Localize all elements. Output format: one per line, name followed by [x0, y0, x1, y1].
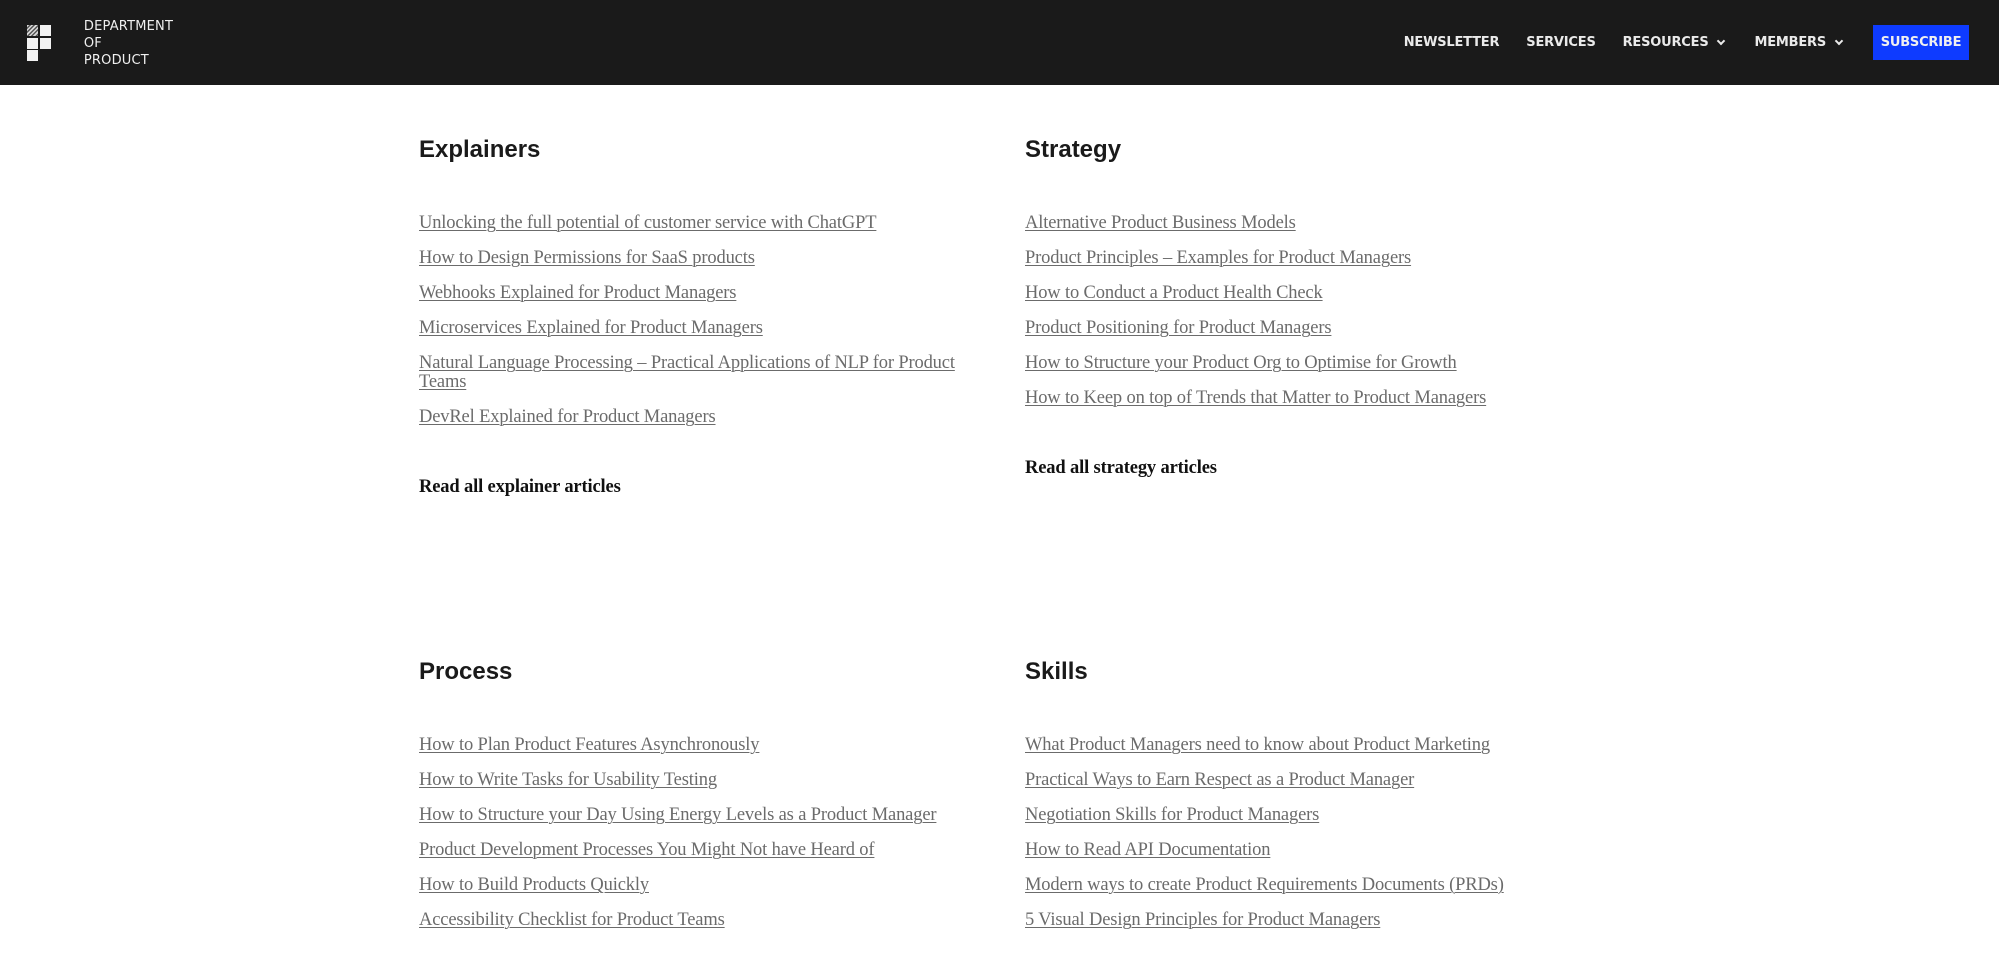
article-list: [1025, 214, 1605, 408]
article-link[interactable]: Product Development Processes You Might Not have Heard of: [419, 840, 875, 860]
section-process: [419, 658, 999, 946]
list-item: [1025, 284, 1605, 303]
article-link[interactable]: Product Principles – Examples for Product Managers: [1025, 248, 1412, 268]
nav-members-label: MEMBERS: [1754, 35, 1826, 50]
article-link[interactable]: Alternative Product Business Models: [1025, 213, 1296, 233]
article-link[interactable]: How to Plan Product Features Asynchronously: [419, 735, 760, 755]
logo-line-1: DEPARTMENT OF: [83, 18, 174, 51]
section-title: Strategy: [1025, 136, 1122, 163]
list-item: [1025, 806, 1605, 825]
main-nav: [1404, 0, 1999, 85]
nav-newsletter[interactable]: [1404, 35, 1500, 50]
section-title: Explainers: [419, 136, 541, 163]
article-link[interactable]: Negotiation Skills for Product Managers: [1025, 805, 1320, 825]
list-item: [419, 806, 999, 825]
section-explainers: [419, 136, 999, 498]
site-header: [0, 0, 1999, 85]
list-item: [419, 249, 999, 268]
article-link[interactable]: How to Structure your Product Org to Optimise for Growth: [1025, 353, 1457, 373]
article-link[interactable]: 5 Visual Design Principles for Product Managers: [1025, 910, 1381, 930]
logo-text: [84, 18, 187, 69]
list-item: [1025, 389, 1605, 408]
nav-services[interactable]: [1526, 35, 1595, 50]
article-link[interactable]: How to Read API Documentation: [1025, 840, 1271, 860]
nav-services-label: SERVICES: [1526, 35, 1596, 50]
list-item: [1025, 736, 1605, 755]
nav-resources-dropdown[interactable]: [1623, 35, 1725, 50]
section-strategy: [1025, 136, 1605, 479]
list-item: [419, 841, 999, 860]
nav-newsletter-label: NEWSLETTER: [1403, 35, 1500, 50]
article-link[interactable]: How to Design Permissions for SaaS products: [419, 248, 755, 268]
list-item: [419, 876, 999, 895]
article-link[interactable]: What Product Managers need to know about Product Marketing: [1025, 735, 1490, 755]
list-item: [419, 284, 999, 303]
article-link[interactable]: Practical Ways to Earn Respect as a Product Manager: [1025, 770, 1415, 790]
subscribe-button[interactable]: SUBSCRIBE: [1873, 25, 1969, 60]
list-item: [1025, 214, 1605, 233]
grid-blocks-logo-icon: [27, 25, 53, 61]
article-list: [1025, 736, 1605, 930]
article-link[interactable]: How to Build Products Quickly: [419, 875, 649, 895]
article-link[interactable]: Modern ways to create Product Requirements Documents (PRDs): [1025, 875, 1504, 895]
article-list: [419, 736, 999, 930]
read-all-strategy-link[interactable]: Read all strategy articles: [1025, 458, 1217, 478]
article-link[interactable]: How to Structure your Day Using Energy Levels as a Product Manager: [419, 805, 937, 825]
list-item: [1025, 876, 1605, 895]
list-item: [419, 771, 999, 790]
list-item: [419, 214, 999, 233]
nav-members-dropdown[interactable]: [1754, 35, 1842, 50]
list-item: [419, 736, 999, 755]
read-all-explainers-link[interactable]: Read all explainer articles: [419, 477, 621, 497]
logo-line-2: PRODUCT: [83, 52, 149, 68]
article-link[interactable]: Product Positioning for Product Managers: [1025, 318, 1332, 338]
list-item: [1025, 319, 1605, 338]
list-item: [419, 354, 999, 392]
list-item: [1025, 771, 1605, 790]
list-item: [1025, 841, 1605, 860]
list-item: [419, 319, 999, 338]
article-link[interactable]: Accessibility Checklist for Product Teams: [419, 910, 725, 930]
section-title: Process: [419, 658, 513, 685]
article-link[interactable]: How to Keep on top of Trends that Matter to Product Managers: [1025, 388, 1487, 408]
article-link[interactable]: DevRel Explained for Product Managers: [419, 407, 716, 427]
nav-resources-label: RESOURCES: [1622, 35, 1709, 50]
list-item: [1025, 354, 1605, 373]
chevron-down-icon: [1835, 36, 1843, 44]
article-list: [419, 214, 999, 427]
section-skills: [1025, 658, 1605, 946]
article-link[interactable]: Webhooks Explained for Product Managers: [419, 283, 737, 303]
list-item: [419, 911, 999, 930]
chevron-down-icon: [1717, 36, 1725, 44]
list-item: [419, 408, 999, 427]
article-link[interactable]: Unlocking the full potential of customer service with ChatGPT: [419, 213, 877, 233]
article-link[interactable]: How to Write Tasks for Usability Testing: [419, 770, 717, 790]
logo-link[interactable]: [27, 18, 187, 68]
section-title: Skills: [1025, 658, 1088, 685]
article-link[interactable]: Microservices Explained for Product Managers: [419, 318, 763, 338]
list-item: [1025, 249, 1605, 268]
list-item: [1025, 911, 1605, 930]
article-link[interactable]: Natural Language Processing – Practical Applications of NLP for Product Teams: [419, 353, 955, 392]
article-link[interactable]: How to Conduct a Product Health Check: [1025, 283, 1323, 303]
